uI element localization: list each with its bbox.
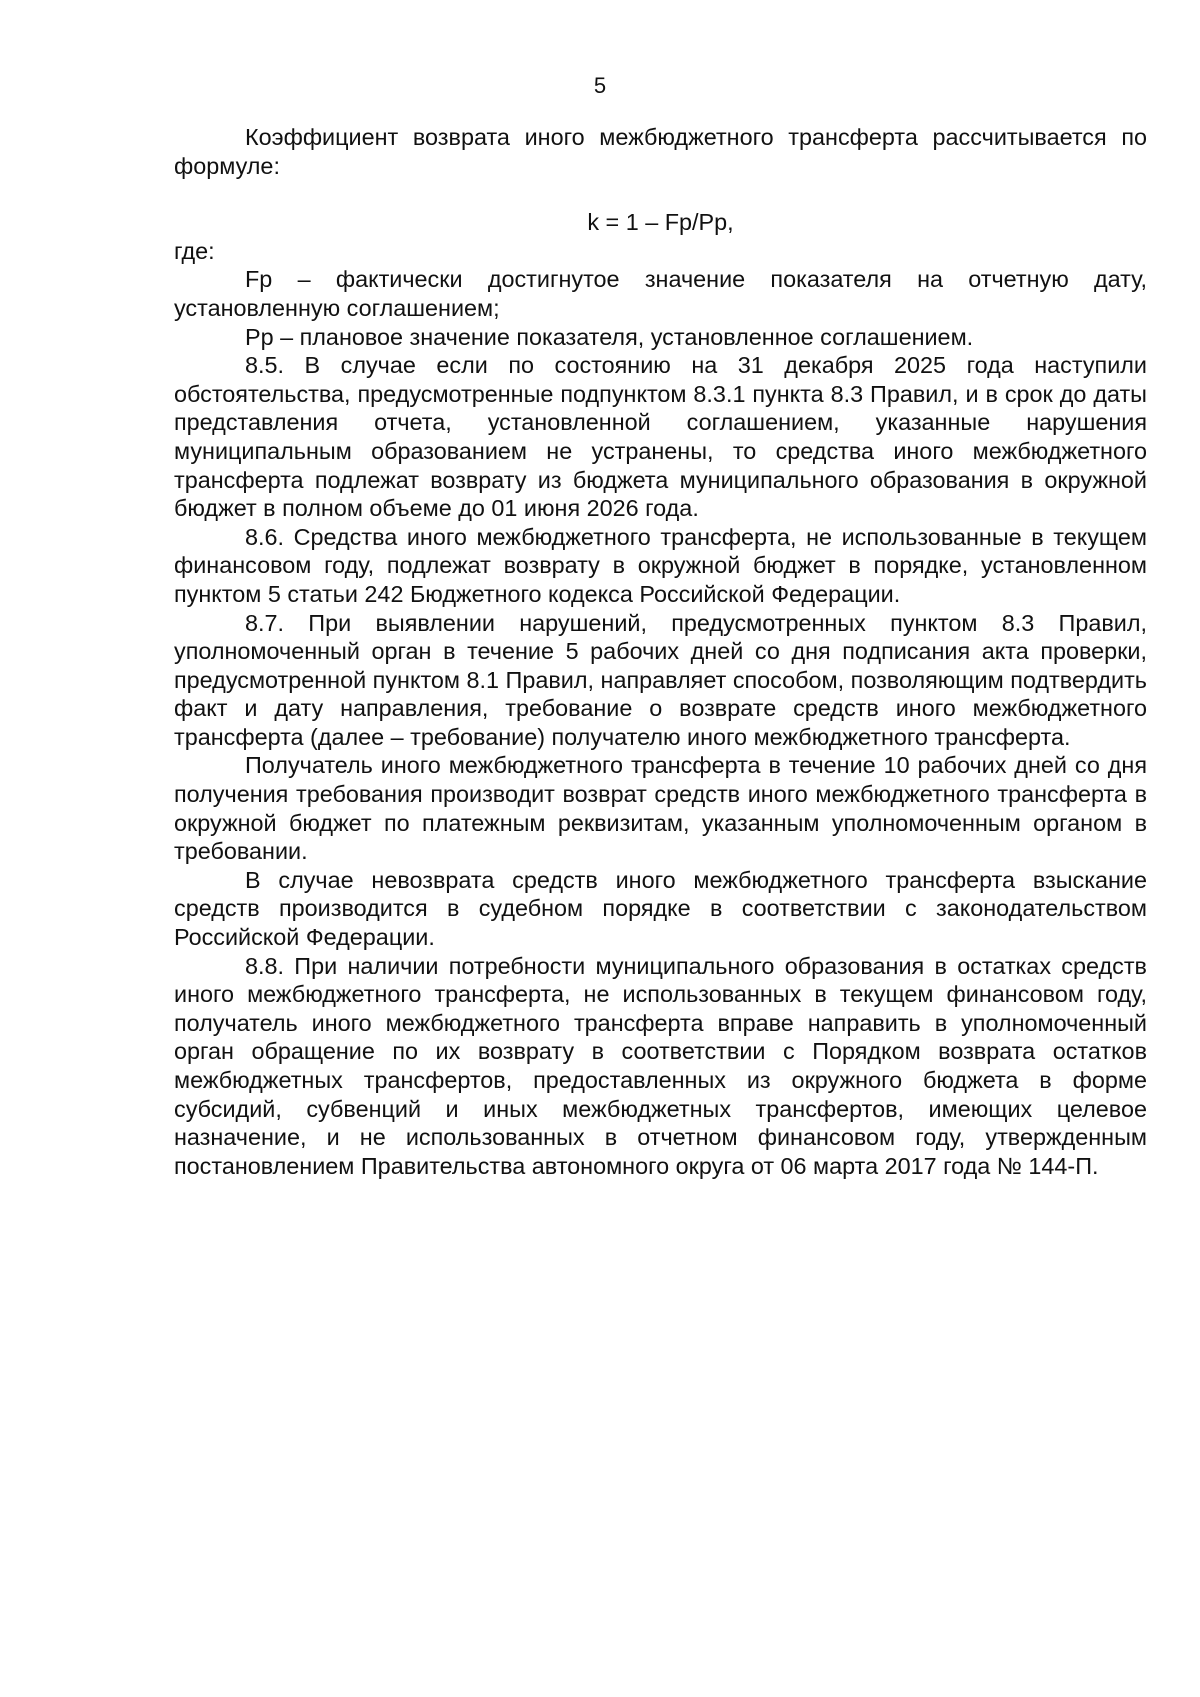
- paragraph-8-8: 8.8. При наличии потребности муниципального образования в остатках средств иного межбюджетного трансферта, не использованных в текущем финансовом году, получатель иного межбюджетного трансферта вправе направить в уполномоченный орган обращение по их возврату в соответствии с Порядком возврата остатков межбюджетных трансфертов, предоставленных из окружного бюджета в форме субсидий, субвенций и иных межбюджетных трансфертов, имеющих целевое назначение, и не использованных в отчетном финансовом году, утвержденным постановлением Правительства автономного округа от 06 марта 2017 года № 144-П.: [174, 952, 1147, 1179]
- paragraph-where: где:: [174, 237, 215, 264]
- paragraph-8-7-recovery: В случае невозврата средств иного межбюджетного трансферта взыскание средств производится в судебном порядке в соответствии с законодательством Российской Федерации.: [174, 866, 1147, 951]
- page-number: 5: [593, 73, 607, 98]
- paragraph-coefficient-intro: Коэффициент возврата иного межбюджетного трансферта рассчитывается по формуле:: [174, 124, 1147, 179]
- paragraph-fp-definition: Fp – фактически достигнутое значение показателя на отчетную дату, установленную соглашением;: [174, 266, 1147, 321]
- paragraph-8-7-recipient: Получатель иного межбюджетного трансферта в течение 10 рабочих дней со дня получения требования производит возврат средств иного межбюджетного трансферта в окружной бюджет по платежным реквизитам, указанным уполномоченным органом в требовании.: [174, 752, 1147, 865]
- paragraph-8-7: 8.7. При выявлении нарушений, предусмотренных пунктом 8.3 Правил, уполномоченный орган в течение 5 рабочих дней со дня подписания акта проверки, предусмотренной пунктом 8.1 Правил, направляет способом, позволяющим подтвердить факт и дату направления, требование о возврате средств иного межбюджетного трансферта (далее – требование) получателю иного межбюджетного трансферта.: [174, 609, 1147, 750]
- paragraph-8-6: 8.6. Средства иного межбюджетного трансферта, не использованные в текущем финансовом году, подлежат возврату в окружной бюджет в порядке, установленном пунктом 5 статьи 242 Бюджетного кодекса Российской Федерации.: [174, 523, 1147, 607]
- paragraph-8-5: 8.5. В случае если по состоянию на 31 декабря 2025 года наступили обстоятельства, предусмотренные подпунктом 8.3.1 пункта 8.3 Правил, и в срок до даты представления отчета, установленной соглашением, указанные нарушения муниципальным образованием не устранены, то средства иного межбюджетного трансферта подлежат возврату из бюджета муниципального образования в окружной бюджет в полном объеме до 01 июня 2026 года.: [174, 352, 1147, 522]
- paragraph-pp-definition: Pp – плановое значение показателя, установленное соглашением.: [245, 323, 974, 350]
- formula: k = 1 – Fp/Pp,: [587, 209, 734, 236]
- document-body: [174, 123, 1147, 1180]
